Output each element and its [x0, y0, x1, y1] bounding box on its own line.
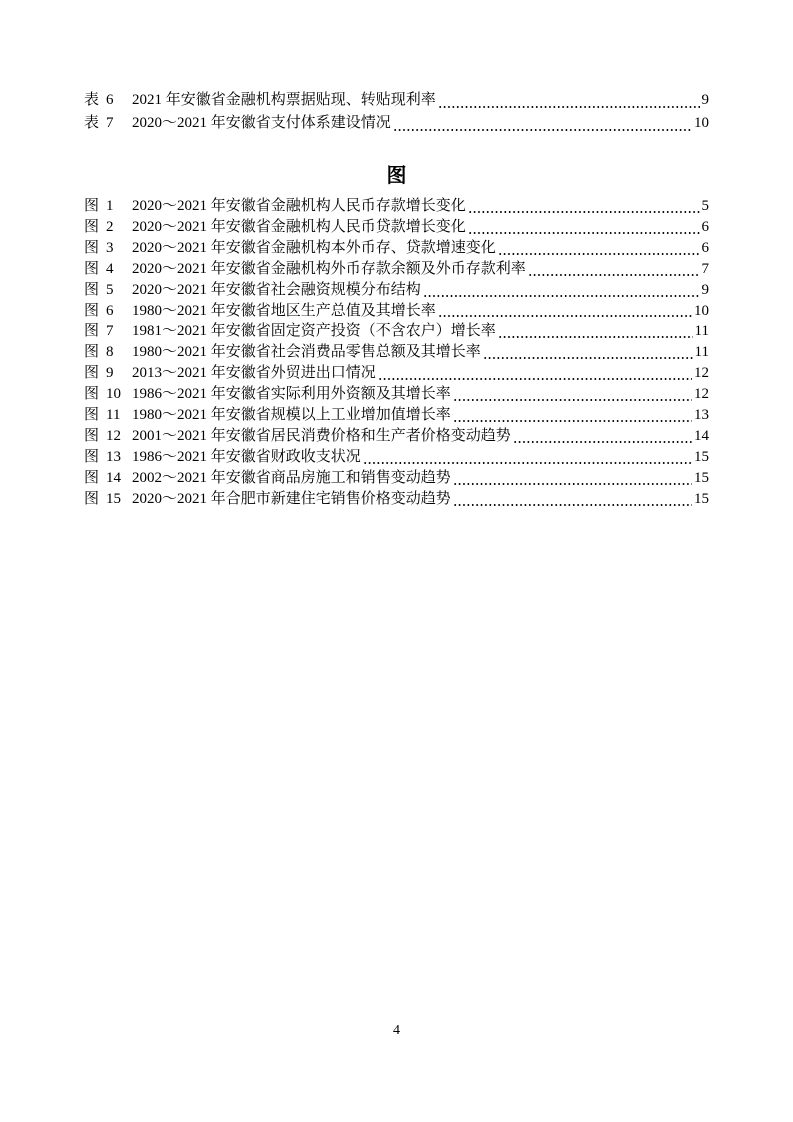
entry-label: [84, 405, 132, 426]
dot-leader: [498, 336, 693, 338]
entry-label: [84, 447, 132, 468]
entry-label: [84, 217, 132, 238]
dot-leader: [468, 211, 700, 213]
entry-type: 图: [84, 469, 100, 486]
entry-num: 9: [106, 365, 114, 382]
dot-leader: [453, 504, 692, 506]
entry-type: 图: [84, 281, 100, 298]
entry-page-ref: 10: [694, 302, 709, 319]
entry-title: 2001～2021 年安徽省居民消费价格和生产者价格变动趋势: [132, 427, 511, 444]
entry-label: [84, 280, 132, 301]
dot-leader: [498, 253, 700, 255]
entry-label: [84, 489, 132, 510]
entry-type: 图: [84, 407, 100, 424]
dot-leader: [423, 295, 700, 297]
entry-label: [84, 342, 132, 363]
entry-num: 2: [106, 218, 114, 235]
dot-leader: [513, 441, 692, 443]
entry-page-ref: 6: [701, 239, 709, 256]
toc-entry[interactable]: [84, 342, 709, 363]
entry-num: 14: [106, 469, 122, 486]
entry-type: 图: [84, 427, 100, 444]
entry-type: 图: [84, 239, 100, 256]
entry-page-ref: 12: [694, 386, 709, 403]
toc-entry[interactable]: [84, 301, 709, 322]
toc-entry[interactable]: [84, 384, 709, 405]
dot-leader: [453, 483, 692, 485]
toc-entry[interactable]: [84, 238, 709, 259]
entry-type: 图: [84, 302, 100, 319]
entry-title: 2020～2021 年安徽省金融机构外币存款余额及外币存款利率: [132, 260, 526, 277]
tables-toc-list: [84, 89, 709, 135]
dot-leader: [438, 106, 700, 108]
entry-page-ref: 7: [701, 260, 709, 277]
entry-type: 图: [84, 344, 100, 361]
entry-num: 6: [106, 302, 114, 319]
entry-page-ref: 15: [694, 490, 709, 507]
entry-title: 2020～2021 年合肥市新建住宅销售价格变动趋势: [132, 490, 451, 507]
entry-num: 11: [106, 407, 121, 424]
entry-label: [84, 238, 132, 259]
entry-num: 3: [106, 239, 114, 256]
toc-entry[interactable]: [84, 196, 709, 217]
entry-title: 2020～2021 年安徽省金融机构人民币贷款增长变化: [132, 218, 466, 235]
toc-entry[interactable]: [84, 259, 709, 280]
entry-num: 5: [106, 281, 114, 298]
entry-type: 图: [84, 365, 100, 382]
page-number: 4: [393, 1023, 400, 1038]
entry-title: 2013～2021 年安徽省外贸进出口情况: [132, 365, 376, 382]
entry-type: 图: [84, 323, 100, 340]
toc-entry[interactable]: [84, 89, 709, 112]
entry-title: 2020～2021 年安徽省金融机构本外币存、贷款增速变化: [132, 239, 496, 256]
toc-entry[interactable]: [84, 217, 709, 238]
toc-entry[interactable]: [84, 447, 709, 468]
entry-page-ref: 5: [701, 198, 709, 214]
entry-page-ref: 10: [694, 115, 709, 131]
entry-label: [84, 89, 132, 112]
entry-num: 7: [106, 323, 114, 340]
toc-entry[interactable]: [84, 489, 709, 510]
entry-num: 6: [106, 92, 114, 108]
entry-type: 图: [84, 260, 100, 277]
entry-type: 图: [84, 490, 100, 507]
entry-type: 表: [84, 92, 100, 108]
entry-type: 图: [84, 386, 100, 403]
dot-leader: [453, 420, 692, 422]
entry-type: 表: [84, 115, 100, 131]
entry-num: 10: [106, 386, 122, 403]
toc-entry[interactable]: [84, 363, 709, 384]
entry-page-ref: 9: [701, 281, 709, 298]
entry-label: [84, 301, 132, 322]
entry-label: [84, 196, 132, 217]
dot-leader: [468, 232, 700, 234]
entry-label: [84, 468, 132, 489]
entry-title: 1986～2021 年安徽省财政收支状况: [132, 448, 361, 465]
dot-leader: [378, 378, 692, 380]
toc-entry[interactable]: [84, 280, 709, 301]
figures-toc-list: [84, 196, 709, 510]
entry-label: [84, 384, 132, 405]
entry-num: 1: [106, 198, 114, 214]
entry-title: 1986～2021 年安徽省实际利用外资额及其增长率: [132, 386, 451, 403]
dot-leader: [363, 462, 692, 464]
entry-title: 2021 年安徽省金融机构票据贴现、转贴现利率: [132, 92, 436, 108]
entry-title: 2020～2021 年安徽省支付体系建设情况: [132, 115, 391, 131]
entry-type: 图: [84, 198, 100, 214]
entry-type: 图: [84, 448, 100, 465]
entry-title: 2020～2021 年安徽省社会融资规模分布结构: [132, 281, 421, 298]
entry-num: 12: [106, 427, 122, 444]
dot-leader: [393, 129, 692, 131]
entry-title: 1981～2021 年安徽省固定资产投资（不含农户）增长率: [132, 323, 496, 340]
dot-leader: [528, 274, 700, 276]
entry-title: 1980～2021 年安徽省规模以上工业增加值增长率: [132, 407, 451, 424]
figures-section-heading: 图: [386, 165, 407, 187]
entry-title: 2020～2021 年安徽省金融机构人民币存款增长变化: [132, 198, 466, 214]
toc-entry[interactable]: [84, 405, 709, 426]
entry-page-ref: 9: [701, 92, 709, 108]
entry-title: 1980～2021 年安徽省社会消费品零售总额及其增长率: [132, 344, 481, 361]
entry-page-ref: 11: [694, 344, 709, 361]
entry-num: 13: [106, 448, 122, 465]
entry-title: 2002～2021 年安徽省商品房施工和销售变动趋势: [132, 469, 451, 486]
entry-label: [84, 112, 132, 135]
entry-page-ref: 12: [694, 365, 709, 382]
dot-leader: [483, 357, 693, 359]
entry-title: 1980～2021 年安徽省地区生产总值及其增长率: [132, 302, 436, 319]
entry-num: 4: [106, 260, 114, 277]
entry-page-ref: 15: [694, 448, 709, 465]
toc-entry[interactable]: [84, 426, 709, 447]
dot-leader: [438, 315, 692, 317]
entry-label: [84, 363, 132, 384]
entry-type: 图: [84, 218, 100, 235]
entry-num: 8: [106, 344, 114, 361]
dot-leader: [453, 399, 692, 401]
entry-page-ref: 13: [694, 407, 709, 424]
entry-num: 15: [106, 490, 122, 507]
entry-num: 7: [106, 115, 114, 131]
entry-page-ref: 14: [694, 427, 709, 444]
entry-page-ref: 6: [701, 218, 709, 235]
toc-entry[interactable]: [84, 112, 709, 135]
entry-label: [84, 426, 132, 447]
toc-entry[interactable]: [84, 468, 709, 489]
entry-label: [84, 259, 132, 280]
entry-page-ref: 15: [694, 469, 709, 486]
toc-content: [84, 89, 709, 510]
toc-entry[interactable]: [84, 321, 709, 342]
entry-page-ref: 11: [694, 323, 709, 340]
entry-label: [84, 321, 132, 342]
